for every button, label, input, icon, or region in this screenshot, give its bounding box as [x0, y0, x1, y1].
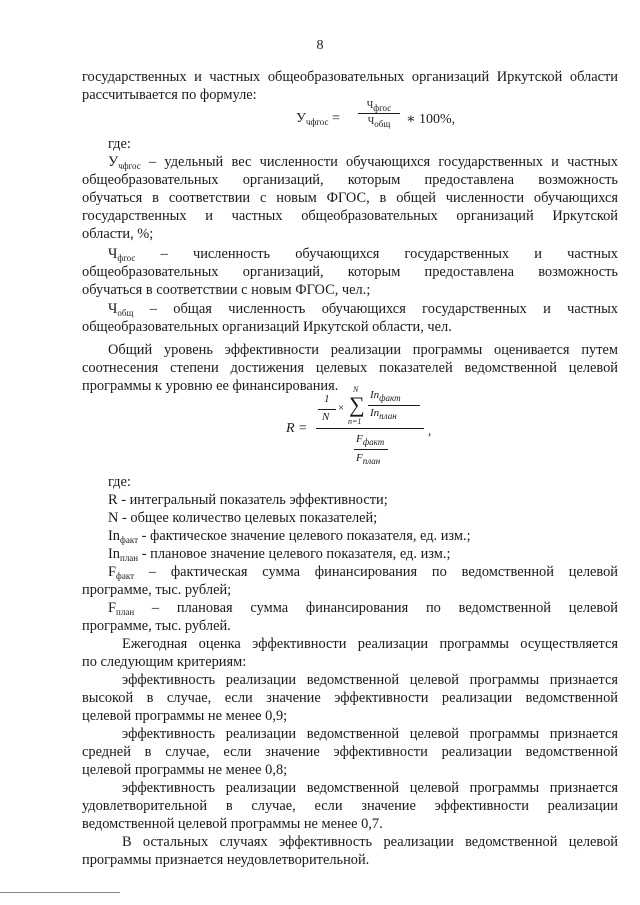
text-line: государственных и частных общеобразовательных организаций Иркутской области — [82, 69, 618, 85]
definition-line: $In_{факт}$ - фактическое значение целевого показателя, ед. изм.; — [108, 528, 471, 545]
text-line: по следующим критериям: — [82, 654, 247, 670]
formula-comma: , — [428, 423, 432, 438]
text-line: средней в случае, если значение эффективности реализации ведомственной — [82, 744, 618, 760]
text-line: эффективность реализации ведомственной целевой программы признается — [122, 672, 618, 688]
formula-sum: ∑ — [349, 392, 365, 417]
text-line: В остальных случаях эффективность реализации ведомственной целевой — [122, 834, 618, 850]
text-line: целевой программы не менее 0,8; — [82, 762, 288, 778]
formula-times: × — [338, 402, 345, 414]
text-line: программе, тыс. рублей; — [82, 582, 232, 598]
definition-line: $F_{план}$ – плановая сумма финансирования по ведомственной целевой — [108, 600, 618, 617]
footer-rule — [0, 892, 120, 893]
text-line: высокой в случае, если значение эффективности реализации ведомственной — [82, 690, 618, 706]
text-line: Общий уровень эффективности реализации программы оценивается путем — [108, 342, 618, 358]
text-line: N - общее количество целевых показателей; — [108, 510, 378, 526]
formula-f-fact: $F_{факт}$ — [356, 433, 385, 447]
text-line: общеобразовательных организаций, которым предоставлена возможность — [82, 172, 618, 188]
text-line: рассчитывается по формуле: — [82, 87, 257, 103]
text-line: обучаться в соответствии с новым ФГОС, чел.; — [82, 282, 371, 298]
formula-rest: ∗ 100%, — [406, 112, 456, 127]
text-line: где: — [108, 474, 131, 490]
formula-n: N — [322, 411, 330, 423]
text-line: ведомственной целевой программы не менее 0,7. — [82, 816, 383, 832]
text-line: целевой программы не менее 0,9; — [82, 708, 288, 724]
text-line: удовлетворительной в случае, если значение эффективности реализации — [82, 798, 618, 814]
text-line: области, %; — [82, 226, 154, 242]
text-line: R - интегральный показатель эффективности; — [108, 492, 388, 508]
formula-one: 1 — [324, 393, 330, 405]
page-number: 8 — [316, 38, 324, 53]
text-line: Ежегодная оценка эффективности реализации программы осуществляется — [122, 636, 618, 652]
text-line: программы к уровню ее финансирования. — [82, 378, 339, 394]
text-line: обучаться в соответствии с новым ФГОС, в общей численности обучающихся — [82, 190, 618, 206]
definition-line: $У_{чфгос}$ – удельный вес численности обучающихся государственных и частных — [108, 154, 618, 171]
text-line: эффективность реализации ведомственной целевой программы признается — [122, 726, 618, 742]
definition-line: $Ч_{фгос}$ – численность обучающихся государственных и частных — [108, 246, 618, 263]
formula-fraction: $Ч_{фгос}$ $Ч_{общ}$ — [358, 100, 400, 127]
formula-lhs: $У_{чфгос}$ = — [296, 111, 340, 127]
text-line: соотнесения степени достижения целевых показателей ведомственной целевой — [82, 360, 618, 376]
text-line: программы признается неудовлетворительной. — [82, 852, 370, 868]
definition-line: $In_{план}$ - плановое значение целевого показателя, ед. изм.; — [108, 546, 451, 563]
text-line: государственных и частных общеобразовательных организаций Иркутской — [82, 208, 618, 224]
text-line: эффективность реализации ведомственной целевой программы признается — [122, 780, 618, 796]
text-line: общеобразовательных организаций Иркутской области, чел. — [82, 319, 452, 335]
formula-f-plan: $F_{план}$ — [356, 452, 381, 466]
text-line: общеобразовательных организаций, которым предоставлена возможность — [82, 264, 618, 280]
formula-sum-top: N — [353, 385, 359, 394]
formula-lhs: R = — [286, 421, 308, 436]
definition-line: $F_{факт}$ – фактическая сумма финансирования по ведомственной целевой — [108, 564, 618, 581]
definition-line: $Ч_{общ}$ – общая численность обучающихся государственных и частных — [108, 301, 618, 318]
formula-in-fact: $In_{факт}$ — [370, 389, 401, 403]
formula-sum-bottom: n=1 — [348, 417, 362, 426]
formula-in-plan: $In_{план}$ — [370, 407, 397, 421]
formula-efficiency — [286, 383, 456, 473]
text-line: программе, тыс. рублей. — [82, 618, 231, 634]
text-line: где: — [108, 136, 131, 152]
